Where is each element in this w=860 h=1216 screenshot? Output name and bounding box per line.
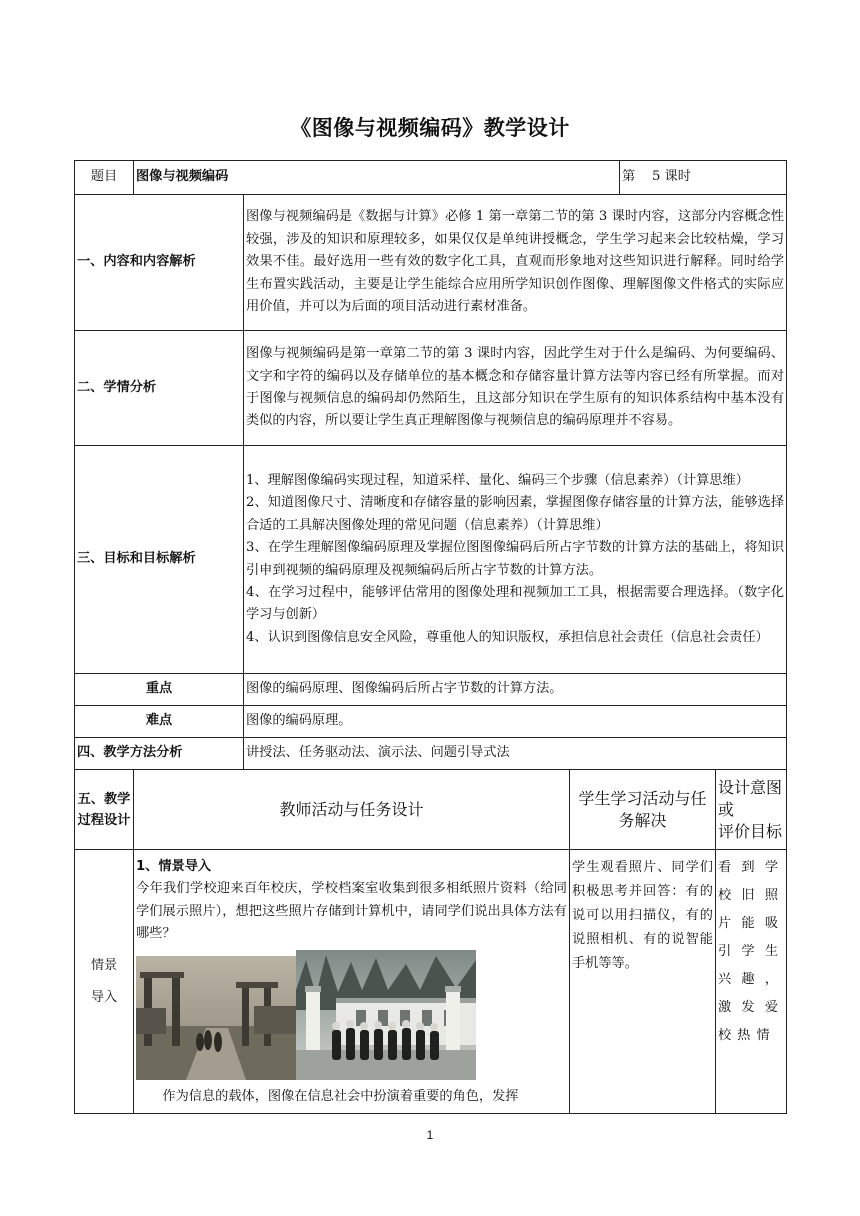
objective-item: 2、知道图像尺寸、清晰度和存储容量的影响因素，掌握图像存储容量的计算方法，能够选择合适的工具解决图像处理的常见问题（信息素养）（计算思维） (246, 495, 785, 533)
design-intent-header-line2: 评价目标 (718, 821, 783, 841)
design-intent-header (716, 770, 787, 850)
student-analysis-row (75, 331, 787, 446)
content-analysis-row (75, 195, 787, 331)
content-analysis-text: 图像与视频编码是《数据与计算》必修 1 第一章第二节的第 3 课时内容，这部分内容概念性较强，涉及的知识和原理较多，如果仅仅是单纯讲授概念，学生学习起来会比较枯燥，学习效果不佳。最好选用一些有效的数字化工具，直观而形象地对这些知识进行解释。同时给学生布置实践活动，主要是让学生能综合应用所学知识创作图像、理解图像文件格式的实际应用价值，并可以为后面的项目活动进行素材准备。 (244, 195, 787, 331)
topic-value: 图像与视频编码 (134, 161, 620, 195)
intro-subtitle: 1、情景导入 (136, 859, 212, 874)
page-title: 《图像与视频编码》教学设计 (290, 116, 570, 140)
objectives-row (75, 446, 787, 674)
objectives-list (244, 446, 787, 674)
intro-text: 今年我们学校迎来百年校庆，学校档案室收集到很多相纸照片资料（给同学们展示照片），想把这些照片存储到计算机中，请同学们说出具体方法有哪些？ (136, 881, 567, 942)
intro-stage: 情景导入 (75, 850, 134, 1114)
design-intent-header-line1: 设计意图或 (718, 777, 783, 819)
objective-item: 4、认识到图像信息安全风险，尊重他人的知识版权，承担信息社会责任（信息社会责任） (246, 629, 769, 645)
key-points-text: 图像的编码原理、图像编码后所占字节数的计算方法。 (244, 674, 787, 706)
methods-label: 四、教学方法分析 (75, 738, 244, 770)
objective-item: 4、在学习过程中，能够评估常用的图像处理和视频加工工具，根据需要合理选择。（数字化学习与创新） (246, 584, 785, 623)
difficulties-label: 难点 (75, 706, 244, 738)
key-points-label: 重点 (75, 674, 244, 706)
process-header-row (75, 770, 787, 850)
methods-row (75, 738, 787, 770)
process-stage-header: 五、教学过程设计 (75, 770, 134, 850)
student-activity-header: 学生学习活动与任务解决 (570, 770, 716, 850)
topic-row (75, 161, 787, 195)
page-number: 1 (426, 1128, 434, 1142)
lesson-plan-table (74, 160, 787, 1114)
methods-text: 讲授法、任务驱动法、演示法、问题引导式法 (244, 738, 787, 770)
student-analysis-text: 图像与视频编码是第一章第二节的第 3 课时内容，因此学生对于什么是编码、为何要编码、文字和字符的编码以及存储单位的基本概念和存储容量计算方法等内容已经有所掌握。而对于图像与视频信息的编码却仍然陌生，且这部分知识在学生原有的知识体系结构中基本没有类似的内容，所以要让学生真正理解图像与视频信息的编码原理并不容易。 (244, 331, 787, 446)
school-teachers-photo (296, 950, 476, 1080)
student-analysis-label: 二、学情分析 (75, 331, 244, 446)
content-analysis-label: 一、内容和内容解析 (75, 195, 244, 331)
lesson-period: 第 5 课时 (620, 161, 787, 195)
objective-item: 1、理解图像编码实现过程，知道采样、量化、编码三个步骤（信息素养）（计算思维） (246, 472, 749, 488)
teacher-activity-header: 教师活动与任务设计 (134, 770, 570, 850)
key-points-row (75, 674, 787, 706)
intro-row (75, 850, 787, 1114)
intro-teacher-activity (134, 850, 570, 1114)
school-gate-photo (136, 956, 296, 1080)
objective-item: 3、在学生理解图像编码原理及掌握位图图像编码后所占字节数的计算方法的基础上，将知识引申到视频的编码原理及视频编码后所占字节数的计算方法。 (246, 540, 785, 578)
intro-continuation: 作为信息的载体，图像在信息社会中扮演着重要的角色，发挥 (162, 1088, 519, 1104)
old-school-photos (136, 950, 567, 1084)
objectives-label: 三、目标和目标解析 (75, 446, 244, 674)
difficulties-text: 图像的编码原理。 (244, 706, 787, 738)
difficulties-row (75, 706, 787, 738)
topic-label: 题目 (75, 161, 134, 195)
intro-student-activity: 学生观看照片、同学们积极思考并回答：有的说可以用扫描仪，有的说照相机、有的说智能手机等等。 (570, 850, 716, 1114)
intro-design-intent: 看到学校旧照片能吸引学生兴趣，激发爱校热情 (716, 850, 787, 1114)
